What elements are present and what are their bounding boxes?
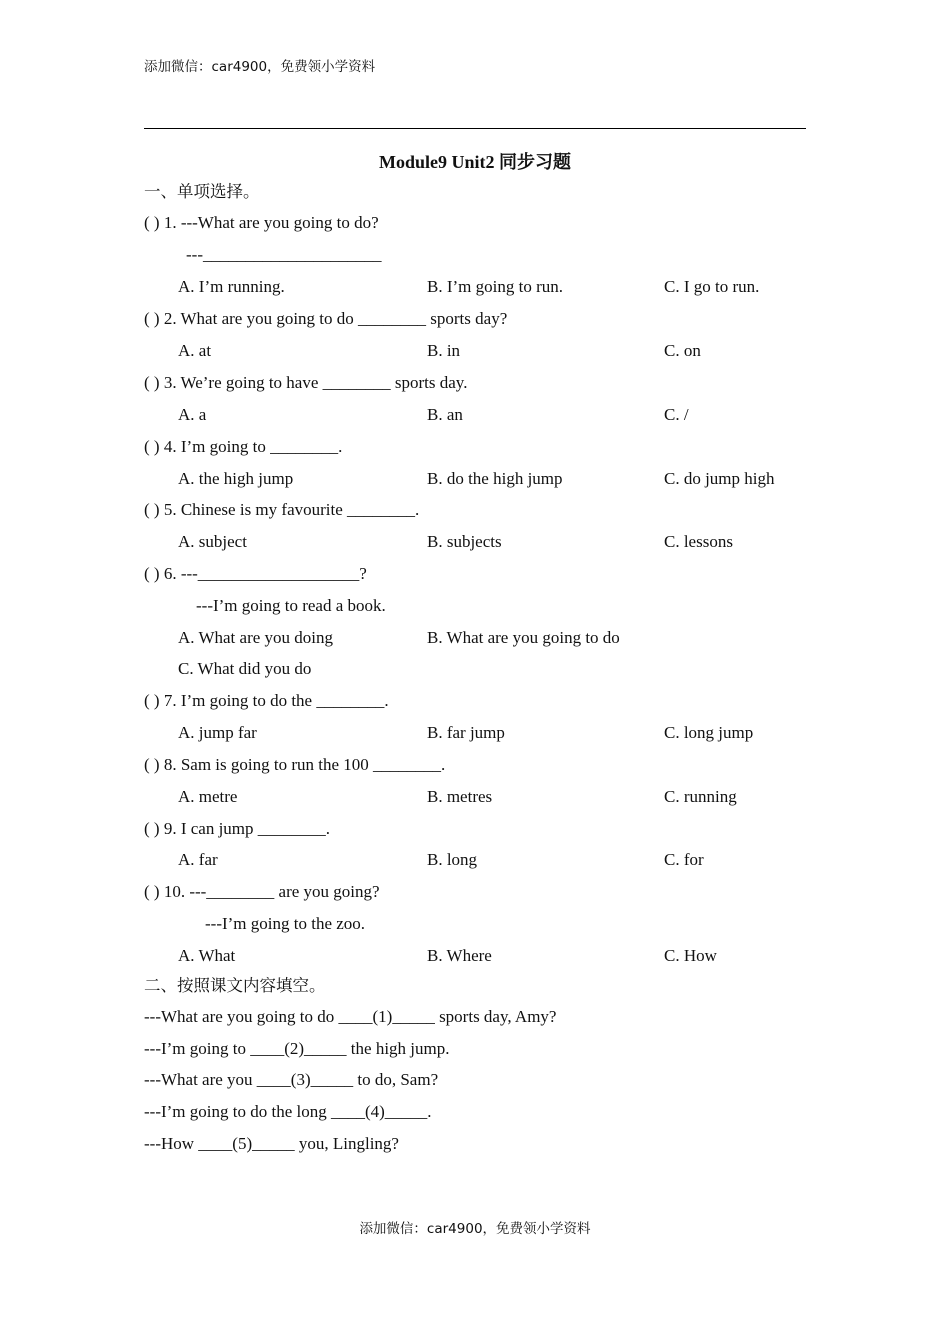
question-7-option-c: C. long jump	[664, 723, 754, 742]
question-8-option-c: C. running	[664, 787, 737, 806]
fill-line-3: ---What are you ____(3)_____ to do, Sam?	[144, 1070, 439, 1089]
question-2-option-c: C. on	[664, 341, 701, 360]
header-watermark: 添加微信：car4900，免费领小学资料	[144, 59, 376, 75]
question-9-option-b: B. long	[427, 850, 478, 869]
question-4-stem: ( ) 4. I’m going to ________.	[144, 437, 343, 456]
question-7-stem: ( ) 7. I’m going to do the ________.	[144, 691, 389, 710]
question-5-option-b: B. subjects	[427, 532, 502, 551]
question-3-stem: ( ) 3. We’re going to have ________ sports day.	[144, 373, 468, 392]
footer-watermark: 添加微信：car4900，免费领小学资料	[359, 1221, 591, 1237]
question-2-option-b: B. in	[427, 341, 461, 360]
question-10-option-c: C. How	[664, 946, 717, 965]
question-5-option-a: A. subject	[178, 532, 247, 551]
question-2-option-a: A. at	[178, 341, 212, 360]
question-1-stem: ( ) 1. ---What are you going to do?	[144, 213, 379, 232]
fill-line-5: ---How ____(5)_____ you, Lingling?	[144, 1134, 399, 1153]
question-8-stem: ( ) 8. Sam is going to run the 100 ________.	[144, 755, 446, 774]
question-7-option-b: B. far jump	[427, 723, 505, 742]
section2-heading: 二、按照课文内容填空。	[144, 976, 326, 995]
question-10-option-b: B. Where	[427, 946, 492, 965]
question-1-sub: ---_____________________	[186, 245, 382, 264]
question-4-option-a: A. the high jump	[178, 469, 294, 488]
fill-line-1: ---What are you going to do ____(1)_____ sports day, Amy?	[144, 1007, 557, 1026]
question-8-option-b: B. metres	[427, 787, 493, 806]
question-4-option-c: C. do jump high	[664, 469, 775, 488]
page-title: Module9 Unit2 同步习题	[378, 152, 571, 172]
question-9-option-a: A. far	[178, 850, 218, 869]
question-1-option-b: B. I’m going to run.	[427, 277, 563, 296]
fill-line-4: ---I’m going to do the long ____(4)_____.	[144, 1102, 432, 1121]
question-1-option-c: C. I go to run.	[664, 277, 760, 296]
question-6-stem: ( ) 6. ---___________________?	[144, 564, 367, 583]
question-6-option-a: A. What are you doing	[178, 628, 334, 647]
question-1-option-a: A. I’m running.	[178, 277, 285, 296]
header-rule	[144, 128, 806, 129]
fill-line-2: ---I’m going to ____(2)_____ the high jump.	[144, 1039, 450, 1058]
question-9-option-c: C. for	[664, 850, 704, 869]
question-3-option-b: B. an	[427, 405, 463, 424]
question-5-stem: ( ) 5. Chinese is my favourite ________.	[144, 500, 420, 519]
question-7-option-a: A. jump far	[178, 723, 257, 742]
question-6-option-b: B. What are you going to do	[427, 628, 620, 647]
question-4-option-b: B. do the high jump	[427, 469, 563, 488]
question-10-sub: ---I’m going to the zoo.	[205, 914, 366, 933]
question-9-stem: ( ) 9. I can jump ________.	[144, 819, 331, 838]
question-6-sub: ---I’m going to read a book.	[196, 596, 386, 615]
question-10-option-a: A. What	[178, 946, 236, 965]
section1-heading: 一、单项选择。	[144, 182, 260, 201]
question-3-option-c: C. /	[664, 405, 689, 424]
question-5-option-c: C. lessons	[664, 532, 733, 551]
question-3-option-a: A. a	[178, 405, 207, 424]
question-6-option-c: C. What did you do	[178, 659, 312, 678]
question-8-option-a: A. metre	[178, 787, 238, 806]
question-2-stem: ( ) 2. What are you going to do ________ sports day?	[144, 309, 508, 328]
question-10-stem: ( ) 10. ---________ are you going?	[144, 882, 380, 901]
